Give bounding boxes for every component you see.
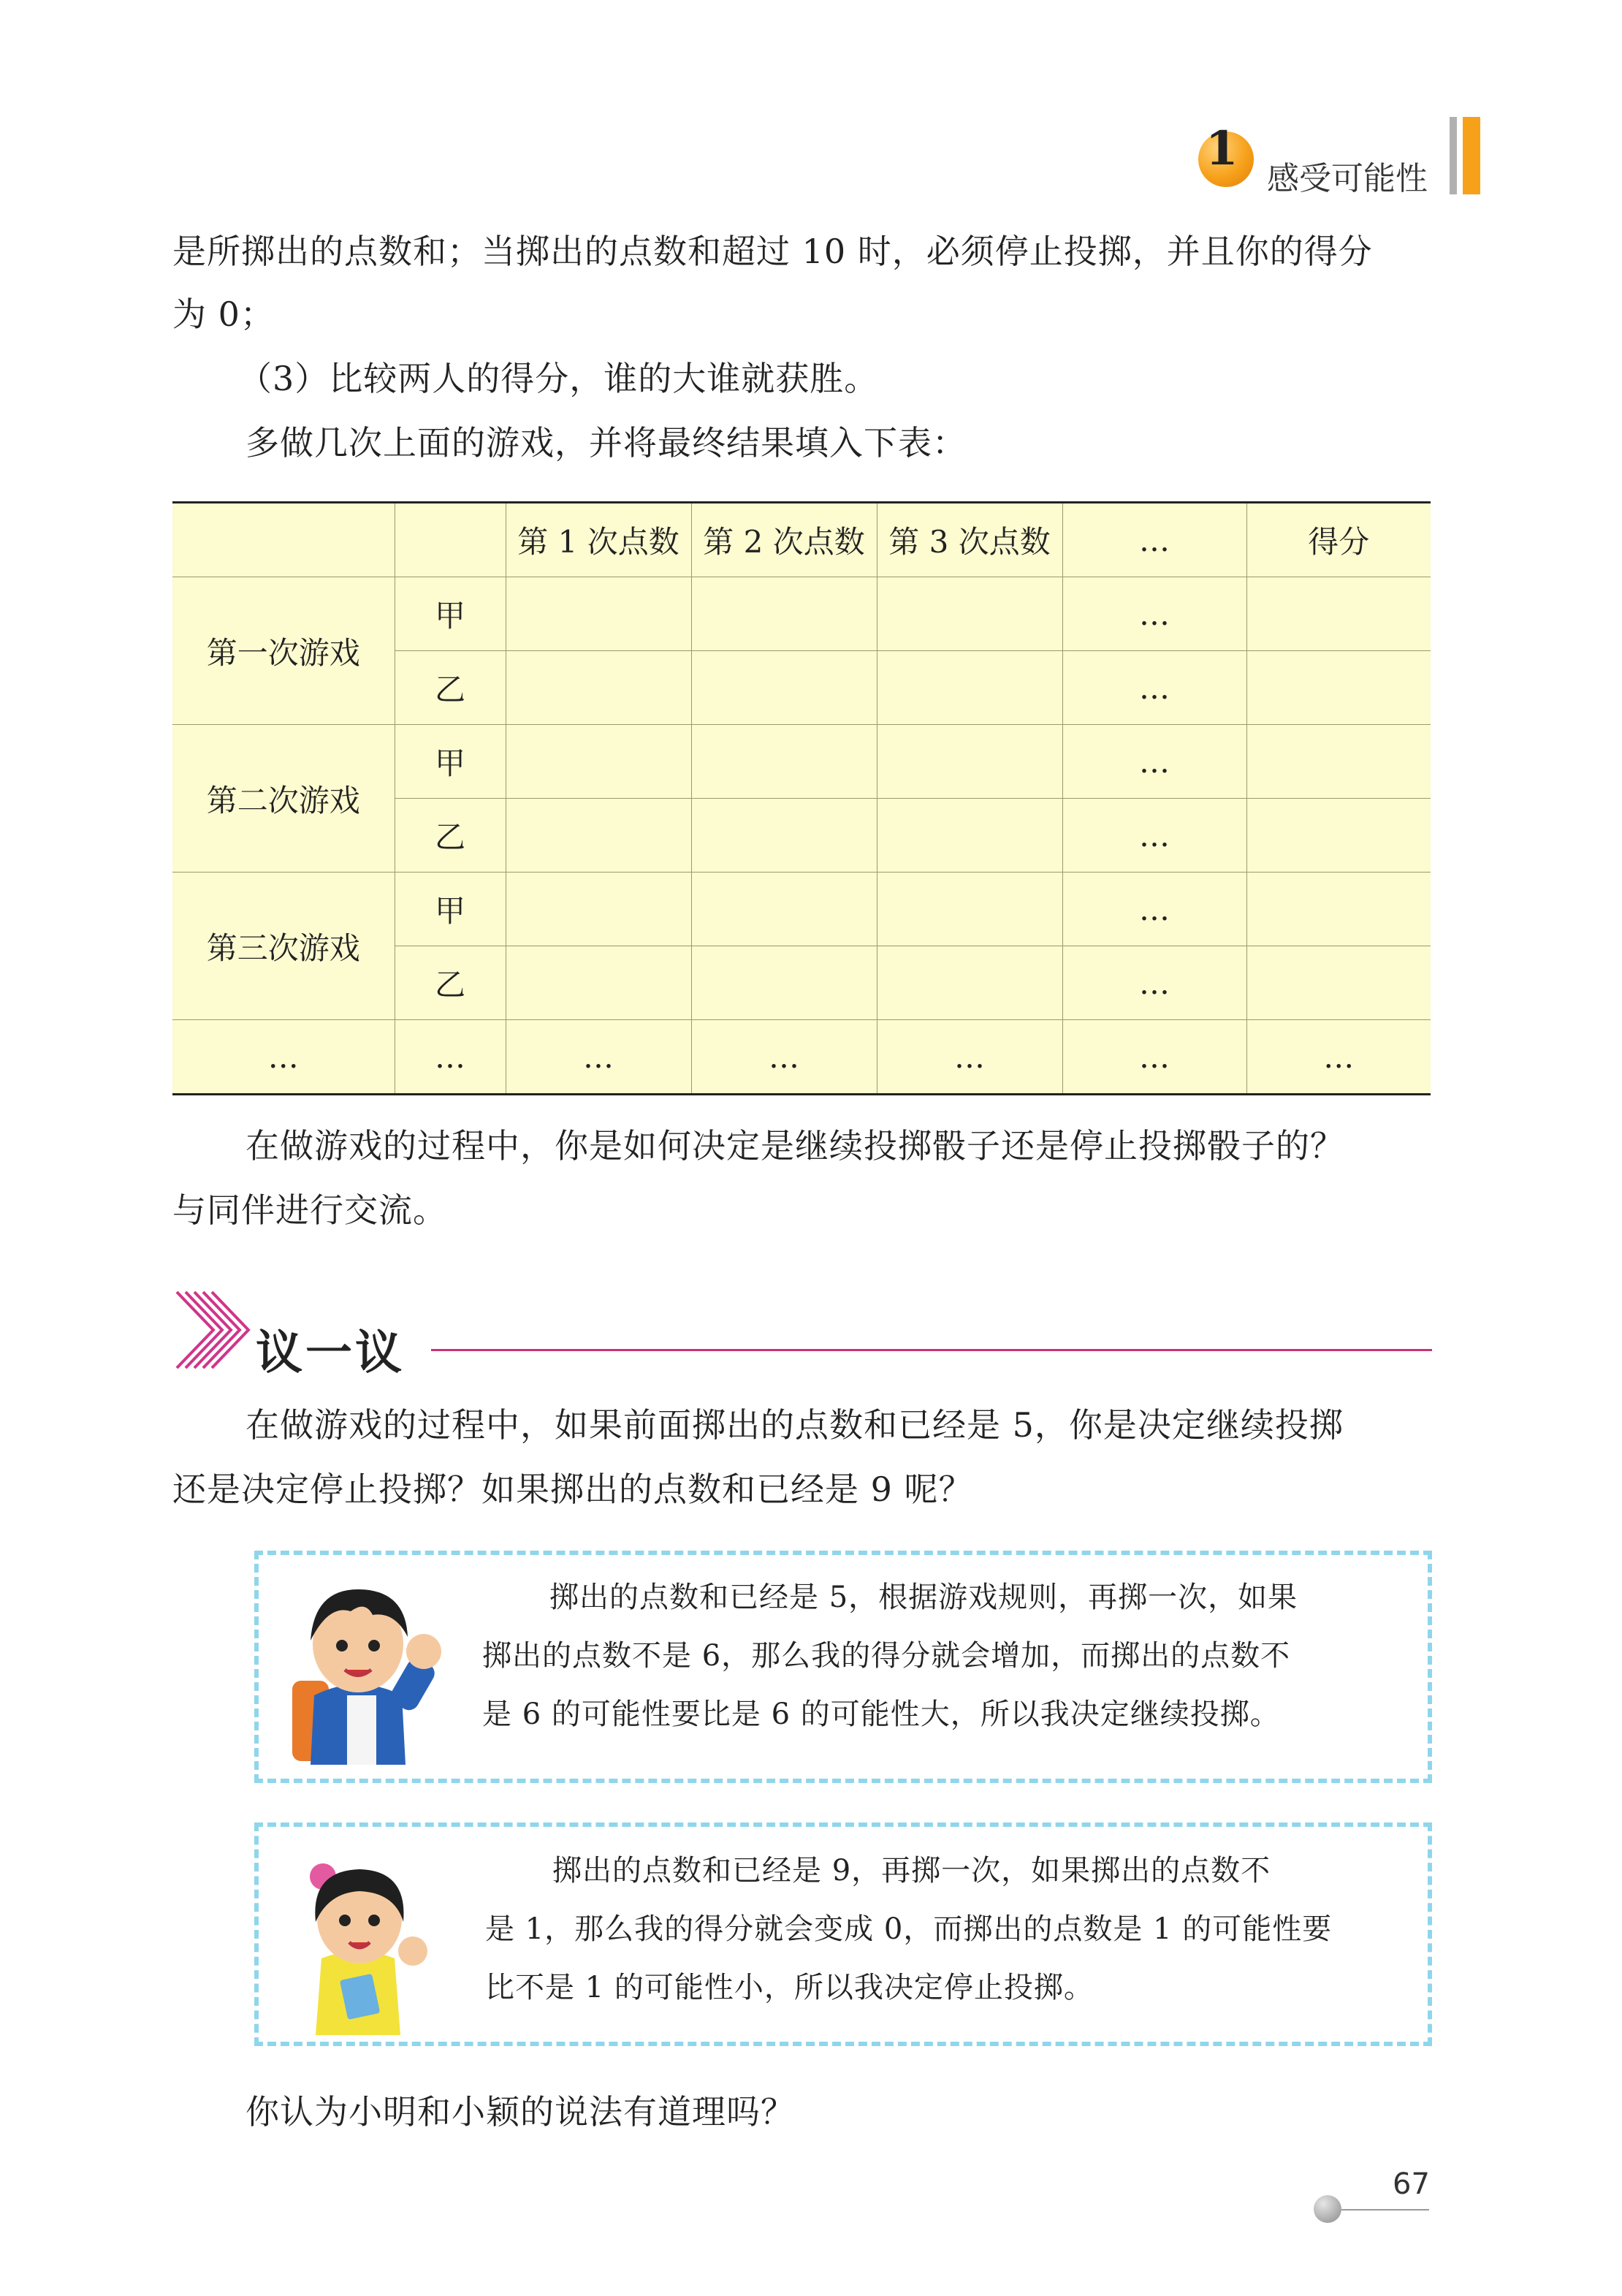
score-cell[interactable] bbox=[877, 873, 1062, 946]
discussion-line-2: 与同伴进行交流。 bbox=[172, 1190, 447, 1230]
boy-bubble-line-3: 是 6 的可能性要比是 6 的可能性大，所以我决定继续投掷。 bbox=[482, 1698, 1280, 1731]
ellipsis-cell: … bbox=[1062, 946, 1246, 1020]
chevron-decoration-icon bbox=[174, 1286, 253, 1374]
table-row bbox=[172, 1020, 1431, 1095]
score-cell[interactable] bbox=[877, 651, 1062, 725]
score-cell[interactable] bbox=[506, 873, 691, 946]
total-cell[interactable] bbox=[1246, 799, 1431, 873]
score-cell[interactable] bbox=[877, 725, 1062, 799]
page-number-rule bbox=[1341, 2209, 1429, 2211]
table-row bbox=[172, 873, 1431, 946]
player-label: 乙 bbox=[395, 651, 506, 725]
score-cell[interactable] bbox=[691, 873, 877, 946]
total-cell[interactable] bbox=[1246, 577, 1431, 651]
table-row bbox=[172, 725, 1431, 799]
ellipsis-cell: … bbox=[691, 1020, 877, 1095]
section-line-2: 还是决定停止投掷？如果掷出的点数和已经是 9 呢？ bbox=[172, 1470, 973, 1509]
header-bar-gray bbox=[1450, 117, 1457, 194]
game-label: 第一次游戏 bbox=[172, 577, 395, 725]
boy-character-icon bbox=[278, 1571, 453, 1768]
intro-line-2: 为 0； bbox=[172, 294, 275, 334]
score-cell[interactable] bbox=[877, 946, 1062, 1020]
chapter-title: 感受可能性 bbox=[1267, 160, 1428, 197]
header-cell: 第 1 次点数 bbox=[506, 503, 691, 577]
chapter-number: 1 bbox=[1206, 121, 1238, 176]
boy-bubble-line-2: 掷出的点数不是 6，那么我的得分就会增加，而掷出的点数不 bbox=[482, 1639, 1291, 1673]
girl-bubble-line-3: 比不是 1 的可能性小，所以我决定停止投掷。 bbox=[485, 1971, 1094, 2004]
header-cell: 得分 bbox=[1246, 503, 1431, 577]
score-table bbox=[172, 501, 1431, 1095]
player-label: 乙 bbox=[395, 946, 506, 1020]
score-cell[interactable] bbox=[691, 799, 877, 873]
header-cell bbox=[395, 503, 506, 577]
total-cell[interactable] bbox=[1246, 946, 1431, 1020]
ellipsis-cell: … bbox=[877, 1020, 1062, 1095]
section-title: 议一议 bbox=[256, 1326, 405, 1380]
ellipsis-cell: … bbox=[1062, 799, 1246, 873]
score-cell[interactable] bbox=[691, 946, 877, 1020]
girl-bubble-line-1: 掷出的点数和已经是 9，再掷一次，如果掷出的点数不 bbox=[552, 1854, 1271, 1888]
score-cell[interactable] bbox=[506, 577, 691, 651]
girl-character-icon bbox=[278, 1841, 453, 2039]
header-cell: 第 3 次点数 bbox=[877, 503, 1062, 577]
ellipsis-cell: … bbox=[1062, 577, 1246, 651]
ellipsis-cell: … bbox=[1246, 1020, 1431, 1095]
game-label: 第三次游戏 bbox=[172, 873, 395, 1020]
score-cell[interactable] bbox=[506, 725, 691, 799]
player-label: 甲 bbox=[395, 873, 506, 946]
score-cell[interactable] bbox=[691, 577, 877, 651]
total-cell[interactable] bbox=[1246, 873, 1431, 946]
total-cell[interactable] bbox=[1246, 725, 1431, 799]
page-marker-icon bbox=[1314, 2195, 1341, 2223]
ellipsis-cell: … bbox=[1062, 651, 1246, 725]
game-label: 第二次游戏 bbox=[172, 725, 395, 873]
section-line-1: 在做游戏的过程中，如果前面掷出的点数和已经是 5，你是决定继续投掷 bbox=[245, 1405, 1344, 1445]
header-cell: 第 2 次点数 bbox=[691, 503, 877, 577]
discussion-line-1: 在做游戏的过程中，你是如何决定是继续投掷骰子还是停止投掷骰子的？ bbox=[245, 1126, 1344, 1166]
score-cell[interactable] bbox=[691, 651, 877, 725]
intro-line-1: 是所掷出的点数和；当掷出的点数和超过 10 时，必须停止投掷，并且你的得分 bbox=[172, 232, 1373, 271]
ellipsis-cell: … bbox=[1062, 873, 1246, 946]
score-cell[interactable] bbox=[877, 799, 1062, 873]
player-label: 甲 bbox=[395, 577, 506, 651]
ellipsis-cell: … bbox=[172, 1020, 395, 1095]
ellipsis-cell: … bbox=[395, 1020, 506, 1095]
table-header-row bbox=[172, 503, 1431, 577]
section-rule bbox=[431, 1349, 1432, 1351]
score-cell[interactable] bbox=[506, 651, 691, 725]
header-bar-orange bbox=[1463, 117, 1480, 194]
header-cell bbox=[172, 503, 395, 577]
page-number: 67 bbox=[1393, 2167, 1430, 2201]
score-cell[interactable] bbox=[691, 725, 877, 799]
ellipsis-cell: … bbox=[1062, 725, 1246, 799]
total-cell[interactable] bbox=[1246, 651, 1431, 725]
girl-bubble-line-2: 是 1，那么我的得分就会变成 0，而掷出的点数是 1 的可能性要 bbox=[485, 1912, 1333, 1946]
table-instruction: 多做几次上面的游戏，并将最终结果填入下表： bbox=[245, 423, 967, 463]
table-row bbox=[172, 577, 1431, 651]
ellipsis-cell: … bbox=[1062, 1020, 1246, 1095]
header-cell: … bbox=[1062, 503, 1246, 577]
player-label: 甲 bbox=[395, 725, 506, 799]
closing-question: 你认为小明和小颖的说法有道理吗？ bbox=[245, 2092, 795, 2132]
rule-3: （3）比较两人的得分，谁的大谁就获胜。 bbox=[238, 359, 879, 398]
score-cell[interactable] bbox=[506, 799, 691, 873]
player-label: 乙 bbox=[395, 799, 506, 873]
score-cell[interactable] bbox=[506, 946, 691, 1020]
ellipsis-cell: … bbox=[506, 1020, 691, 1095]
score-cell[interactable] bbox=[877, 577, 1062, 651]
boy-bubble-line-1: 掷出的点数和已经是 5，根据游戏规则，再掷一次，如果 bbox=[549, 1581, 1298, 1614]
